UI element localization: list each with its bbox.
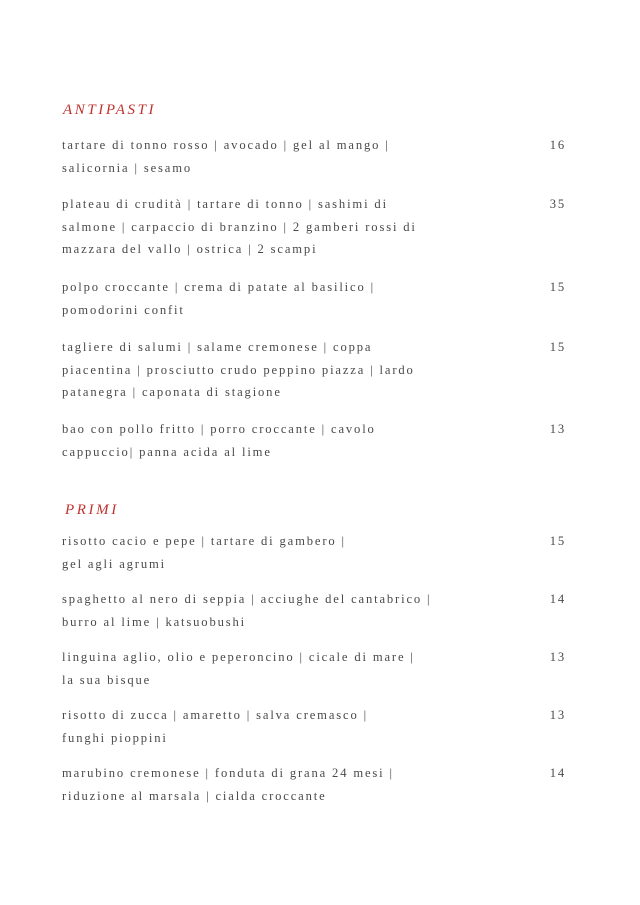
menu-item-description: spaghetto al nero di seppia | acciughe del cantabrico | burro al lime | katsuobushi (62, 592, 432, 629)
menu-item-description: tartare di tonno rosso | avocado | gel al mango | salicornia | sesamo (62, 138, 390, 175)
menu-item-price: 14 (549, 766, 566, 780)
menu-item (62, 336, 568, 404)
menu-item (62, 588, 568, 633)
menu-item-description: marubino cremonese | fonduta di grana 24 mesi | riduzione al marsala | cialda croccante (62, 766, 394, 803)
menu-item-description: plateau di crudità | tartare di tonno | sashimi di salmone | carpaccio di branzino | 2 gamberi rossi di mazzara del vallo | ostrica | 2 scampi (62, 197, 417, 256)
menu-item-description: polpo croccante | crema di patate al basilico | pomodorini confit (62, 280, 375, 317)
menu-item-description: bao con pollo fritto | porro croccante | cavolo cappuccio| panna acida al lime (62, 422, 376, 459)
menu-item (62, 276, 568, 321)
section-title-primi: PRIMI (65, 502, 119, 518)
menu-item-description: tagliere di salumi | salame cremonese | coppa piacentina | prosciutto crudo peppino piazza | lardo patanegra | caponata di stagione (62, 340, 415, 399)
menu-item (62, 530, 568, 575)
menu-item (62, 134, 568, 179)
menu-item-price: 13 (549, 650, 566, 664)
menu-item-price: 35 (549, 197, 566, 211)
menu-item (62, 704, 568, 749)
menu-item-price: 14 (549, 592, 566, 606)
menu-item-price: 13 (549, 708, 566, 722)
menu-item (62, 762, 568, 807)
menu-item-description: risotto cacio e pepe | tartare di gambero | gel agli agrumi (62, 534, 346, 571)
menu-item (62, 646, 568, 691)
menu-item-description: risotto di zucca | amaretto | salva cremasco | funghi pioppini (62, 708, 368, 745)
menu-item-price: 15 (549, 340, 566, 354)
menu-item-price: 15 (549, 280, 566, 294)
menu-item (62, 418, 568, 463)
menu-item (62, 193, 568, 261)
menu-item-price: 15 (549, 534, 566, 548)
menu-item-price: 16 (549, 138, 566, 152)
section-title-antipasti: ANTIPASTI (63, 102, 157, 118)
menu-item-price: 13 (549, 422, 566, 436)
menu-item-description: linguina aglio, olio e peperoncino | cicale di mare | la sua bisque (62, 650, 415, 687)
